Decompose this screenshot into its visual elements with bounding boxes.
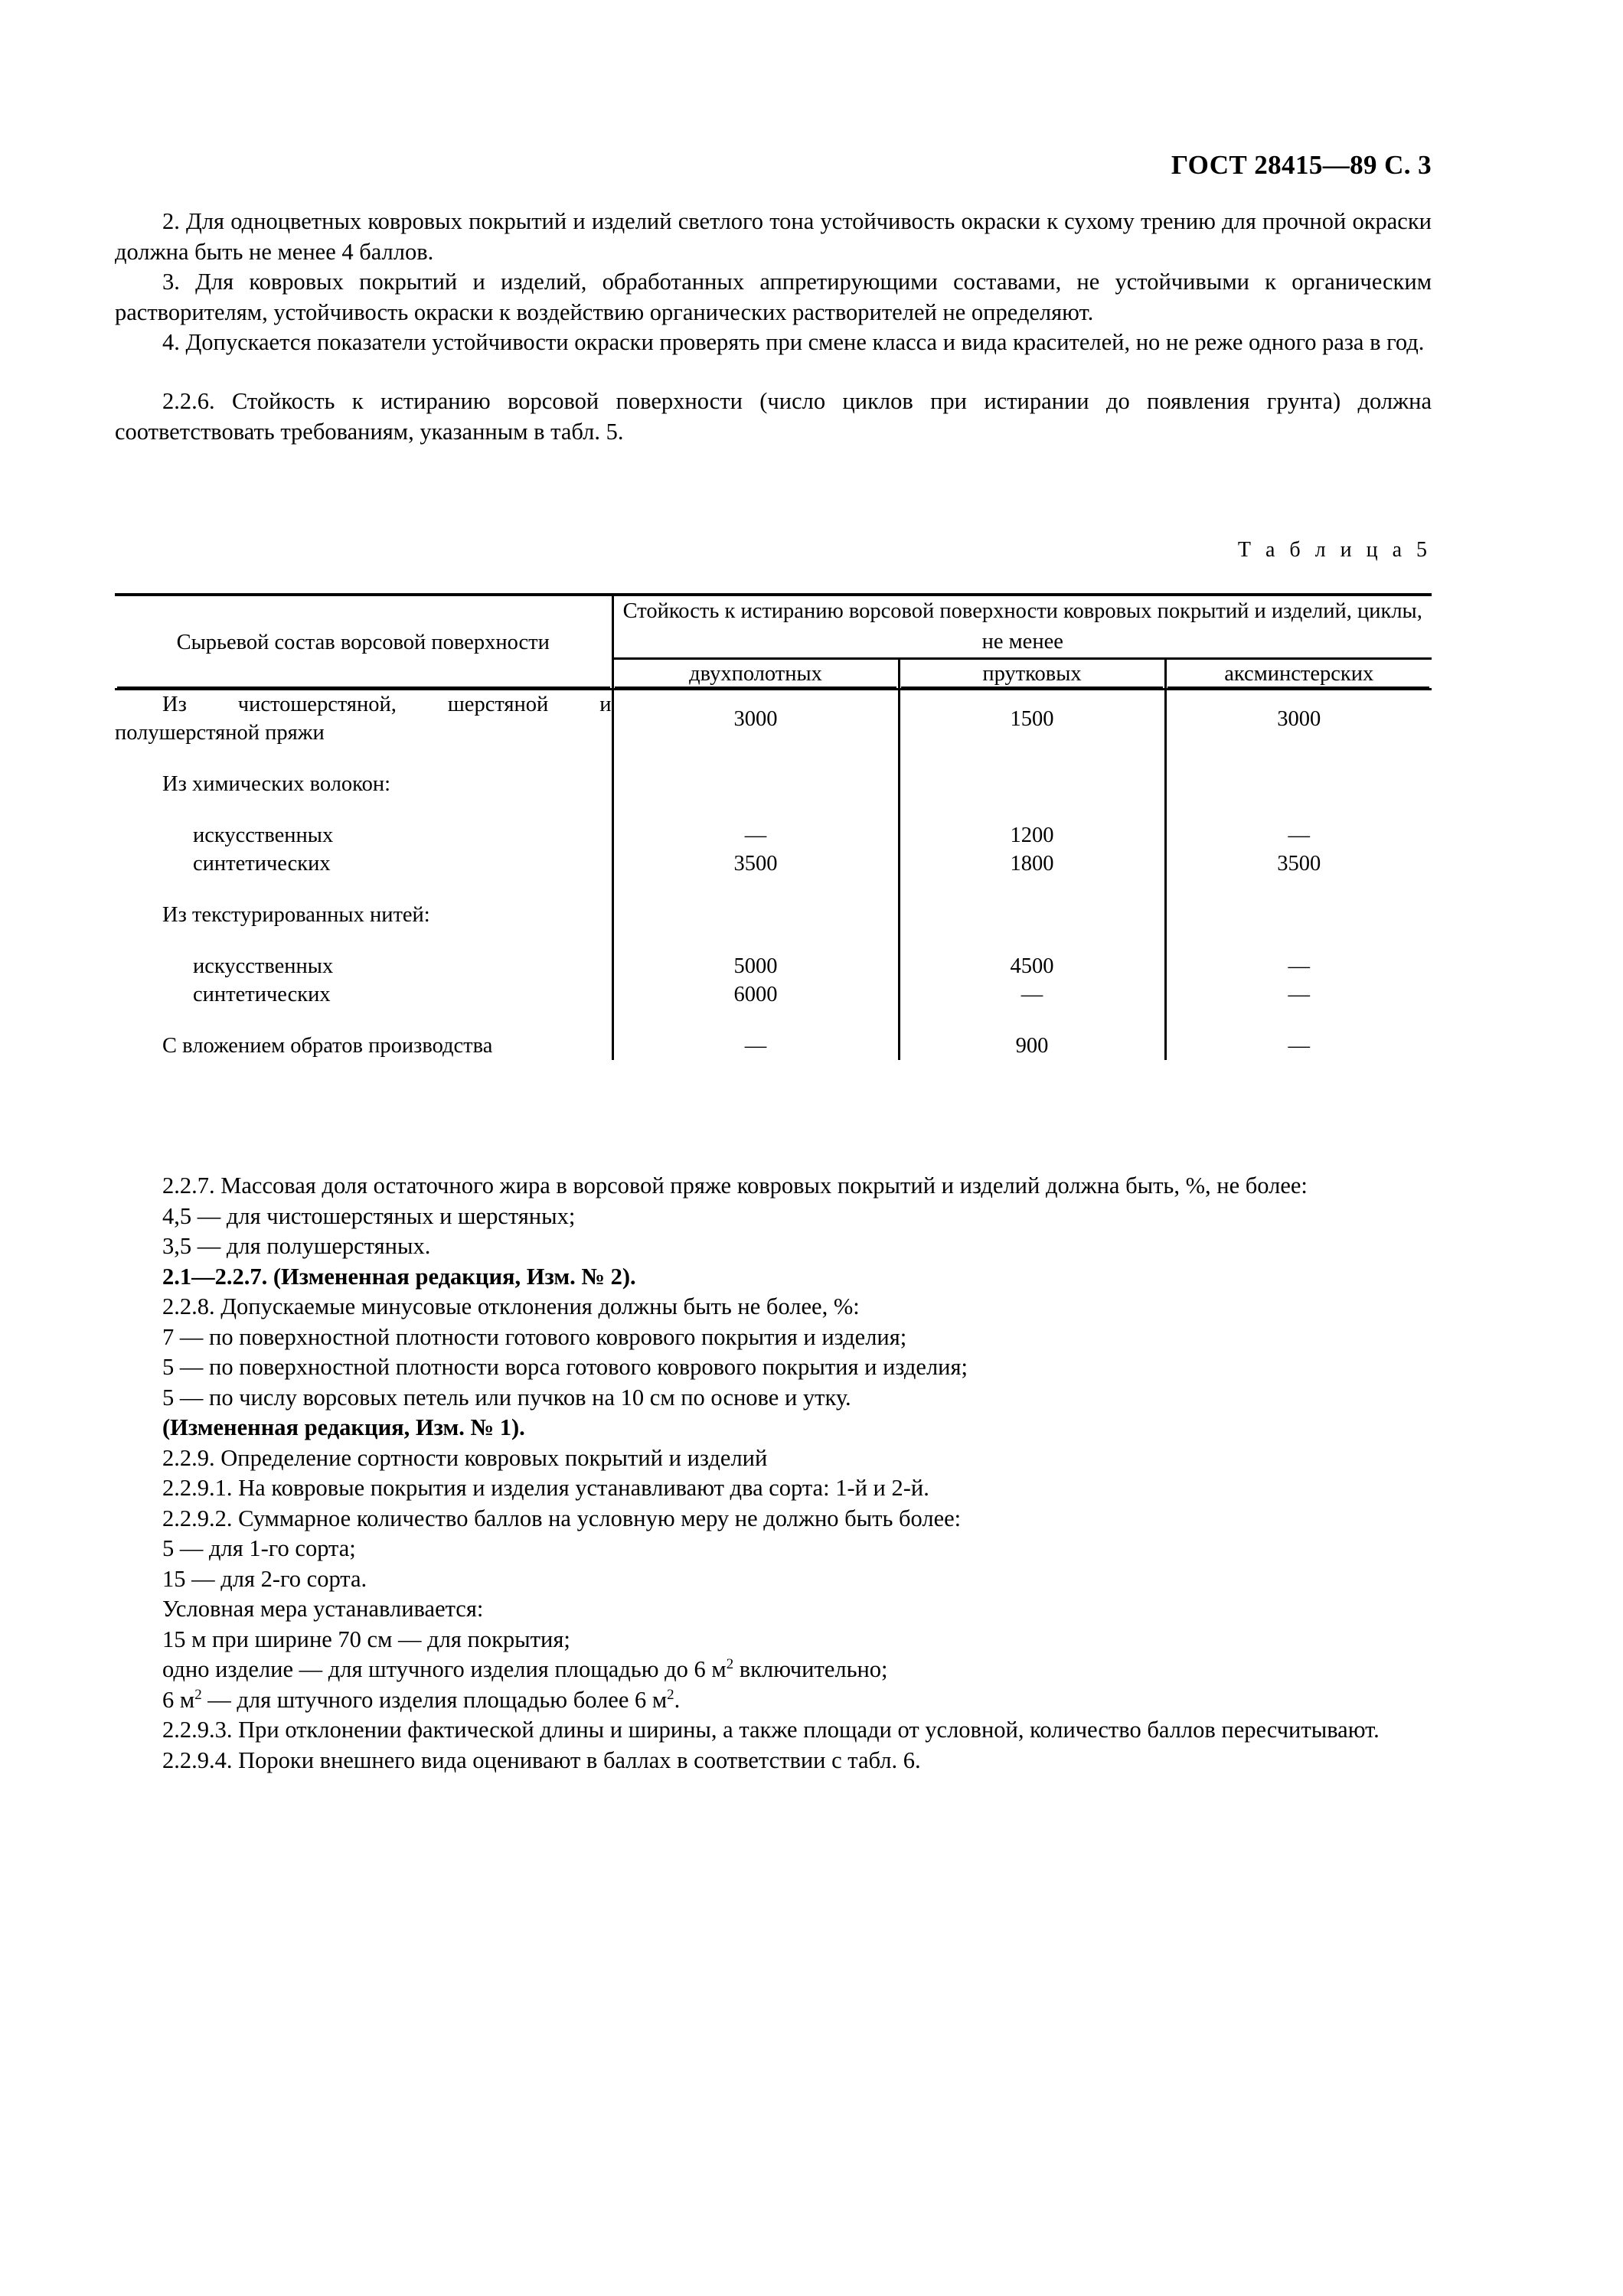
table-row xyxy=(115,952,1432,980)
spacer-cell xyxy=(1165,798,1432,821)
table-spacer-row xyxy=(115,929,1432,952)
row-value-3: — xyxy=(1288,1034,1310,1058)
measure-3-text-b: — для штучного изделия площадью более 6 м xyxy=(201,1686,668,1713)
clause-2-2-7-item-1: 4,5 — для чистошерстяных и шерстяных; xyxy=(162,1202,576,1229)
spacer-cell xyxy=(899,798,1165,821)
clause-2-2-7: 2.2.7. Массовая доля остаточного жира в ворсовой пряже ковровых покрытий и изделий должна быть, %, не более: xyxy=(162,1172,1308,1199)
spacer-cell xyxy=(612,798,899,821)
amendment-note-2: 2.1—2.2.7. (Измененная редакция, Изм. № 2). xyxy=(162,1263,636,1290)
spacer-cell xyxy=(1165,878,1432,901)
header-cell-dvuhpolotnyh: двухполотных xyxy=(612,659,899,690)
spacer-cell xyxy=(115,747,612,770)
clause-2-2-9-1: 2.2.9.1. На ковровые покрытия и изделия устанавливают два сорта: 1-й и 2-й. xyxy=(162,1475,929,1501)
spacer-cell xyxy=(899,747,1165,770)
clause-2-2-9-4: 2.2.9.4. Пороки внешнего вида оценивают в баллах в соответствии с табл. 6. xyxy=(162,1746,921,1773)
header-cell-group: Стойкость к истиранию ворсовой поверхности ковровых покрытий и изделий, циклы, не менее xyxy=(612,595,1432,659)
row-value-2 xyxy=(899,901,1165,929)
clause-2-2-9-2: 2.2.9.2. Суммарное количество баллов на условную меру не должно быть более: xyxy=(162,1505,962,1531)
amendment-note-1: (Измененная редакция, Изм. № 1). xyxy=(162,1414,525,1440)
row-label: Из химических волокон: xyxy=(115,770,612,798)
spacer-cell xyxy=(612,878,899,901)
row-label: Из чистошерстяной, шерстяной и полушерстяной пряжи xyxy=(115,690,612,748)
clause-2-2-8-item-1: 7 — по поверхностной плотности готового коврового покрытия и изделия; xyxy=(162,1323,907,1350)
table-spacer-row xyxy=(115,747,1432,770)
table-row xyxy=(115,770,1432,798)
note-4: 4. Допускается показатели устойчивости окраски проверять при смене класса и вида красителей, но не реже одного раза в год. xyxy=(162,329,1425,355)
spacer-cell xyxy=(899,929,1165,952)
row-value-3: — xyxy=(1288,954,1310,978)
clause-2-2-7-item-2: 3,5 — для полушерстяных. xyxy=(162,1233,431,1259)
note-2: 2. Для одноцветных ковровых покрытий и изделий светлого тона устойчивость окраски к сухому трению для прочной окраски должна быть не менее 4 баллов. xyxy=(115,208,1432,265)
conditional-measure-item-1: 15 м при ширине 70 см — для покрытия; xyxy=(162,1626,570,1652)
row-value-2: — xyxy=(899,980,1165,1009)
row-value-2: 1800 xyxy=(899,850,1165,878)
row-value-1: 3500 xyxy=(612,850,899,878)
row-value-1: — xyxy=(612,821,899,850)
measure-2-text-a: одно изделие — для штучного изделия площадью до 6 м xyxy=(162,1656,727,1682)
row-value-3: — xyxy=(1288,823,1310,847)
table-row xyxy=(115,901,1432,929)
row-label: искусственных xyxy=(115,821,612,850)
header-cell-prutkovyh: прутковых xyxy=(899,659,1165,690)
tail-text-block xyxy=(115,1171,1432,1776)
spacer-cell xyxy=(612,1009,899,1032)
row-value-3: — xyxy=(1288,983,1310,1006)
conditional-measure-item-2 xyxy=(115,1655,1432,1685)
spacer-cell xyxy=(115,798,612,821)
note-3: 3. Для ковровых покрытий и изделий, обработанных аппретирующими составами, не устойчивыми к органическим растворителям, устойчивость окраски к воздействию органических растворителей не определяют. xyxy=(115,269,1432,325)
table-caption: Т а б л и ц а 5 xyxy=(1237,538,1432,562)
row-value-2: 1500 xyxy=(899,690,1165,748)
row-value-1 xyxy=(612,770,899,798)
conditional-measure-intro: Условная мера устанавливается: xyxy=(162,1596,484,1622)
clause-2-2-9-3: 2.2.9.3. При отклонении фактической длины и ширины, а также площади от условной, количество баллов пересчитывают. xyxy=(162,1717,1380,1743)
table-spacer-row xyxy=(115,1009,1432,1032)
clause-2-2-9: 2.2.9. Определение сортности ковровых покрытий и изделий xyxy=(162,1444,768,1471)
row-label: синтетических xyxy=(115,980,612,1009)
row-value-3 xyxy=(1165,901,1432,929)
row-value-3 xyxy=(1165,770,1432,798)
row-label: Из текстурированных нитей: xyxy=(115,901,612,929)
clause-2-2-6-block xyxy=(115,386,1432,447)
spacer-cell xyxy=(115,1009,612,1032)
table-row xyxy=(115,821,1432,850)
table-row xyxy=(115,850,1432,878)
measure-3-sup-1: 2 xyxy=(194,1686,202,1703)
clause-2-2-8-item-3: 5 — по числу ворсовых петель или пучков на 10 см по основе и утку. xyxy=(162,1384,851,1411)
spacer-cell xyxy=(899,1009,1165,1032)
measure-2-sup: 2 xyxy=(726,1655,734,1672)
spacer-cell xyxy=(1165,1009,1432,1032)
intro-notes-block xyxy=(115,207,1432,358)
spacer-cell xyxy=(1165,929,1432,952)
row-value-3: 3500 xyxy=(1277,852,1321,876)
table-row xyxy=(115,980,1432,1009)
row-value-2: 4500 xyxy=(899,952,1165,980)
row-label: искусственных xyxy=(115,952,612,980)
row-value-3: 3000 xyxy=(1165,690,1432,748)
row-value-2: 900 xyxy=(899,1032,1165,1060)
measure-3-text-c: . xyxy=(674,1686,681,1713)
row-value-1: 3000 xyxy=(612,690,899,748)
row-label: синтетических xyxy=(115,850,612,878)
spacer-cell xyxy=(612,929,899,952)
header-cell-aksminsterskih: аксминстерских xyxy=(1165,659,1432,690)
spacer-cell xyxy=(115,929,612,952)
row-value-2 xyxy=(899,770,1165,798)
spacer-cell xyxy=(115,878,612,901)
table-header-row-1 xyxy=(115,595,1432,659)
table-spacer-row xyxy=(115,798,1432,821)
measure-2-text-b: включительно; xyxy=(733,1656,888,1682)
header-cell-raw-material: Сырьевой состав ворсовой поверхности xyxy=(115,595,612,690)
row-value-1: 6000 xyxy=(612,980,899,1009)
clause-2-2-9-2-item-2: 15 — для 2-го сорта. xyxy=(162,1565,367,1592)
measure-3-sup-2: 2 xyxy=(667,1686,674,1703)
spacer-cell xyxy=(899,878,1165,901)
clause-2-2-6: 2.2.6. Стойкость к истиранию ворсовой поверхности (число циклов при истирании до появления грунта) должна соответствовать требованиям, указанным в табл. 5. xyxy=(115,388,1432,445)
table-5-wrapper xyxy=(115,593,1432,1060)
table-5 xyxy=(115,593,1432,1060)
row-label: С вложением обратов производства xyxy=(115,1032,612,1060)
spacer-cell xyxy=(612,747,899,770)
clause-2-2-8-item-2: 5 — по поверхностной плотности ворса готового коврового покрытия и изделия; xyxy=(162,1354,968,1380)
table-spacer-row xyxy=(115,878,1432,901)
clause-2-2-8: 2.2.8. Допускаемые минусовые отклонения должны быть не более, %: xyxy=(162,1293,860,1319)
conditional-measure-item-3 xyxy=(115,1685,1432,1716)
spacer-cell xyxy=(1165,747,1432,770)
row-value-2: 1200 xyxy=(899,821,1165,850)
row-value-1: — xyxy=(612,1032,899,1060)
measure-3-text-a: 6 м xyxy=(162,1686,195,1713)
row-value-1: 5000 xyxy=(612,952,899,980)
clause-2-2-9-2-item-1: 5 — для 1-го сорта; xyxy=(162,1535,356,1561)
table-row xyxy=(115,690,1432,748)
table-row xyxy=(115,1032,1432,1060)
row-value-1 xyxy=(612,901,899,929)
page-header: ГОСТ 28415—89 С. 3 xyxy=(1171,150,1432,180)
